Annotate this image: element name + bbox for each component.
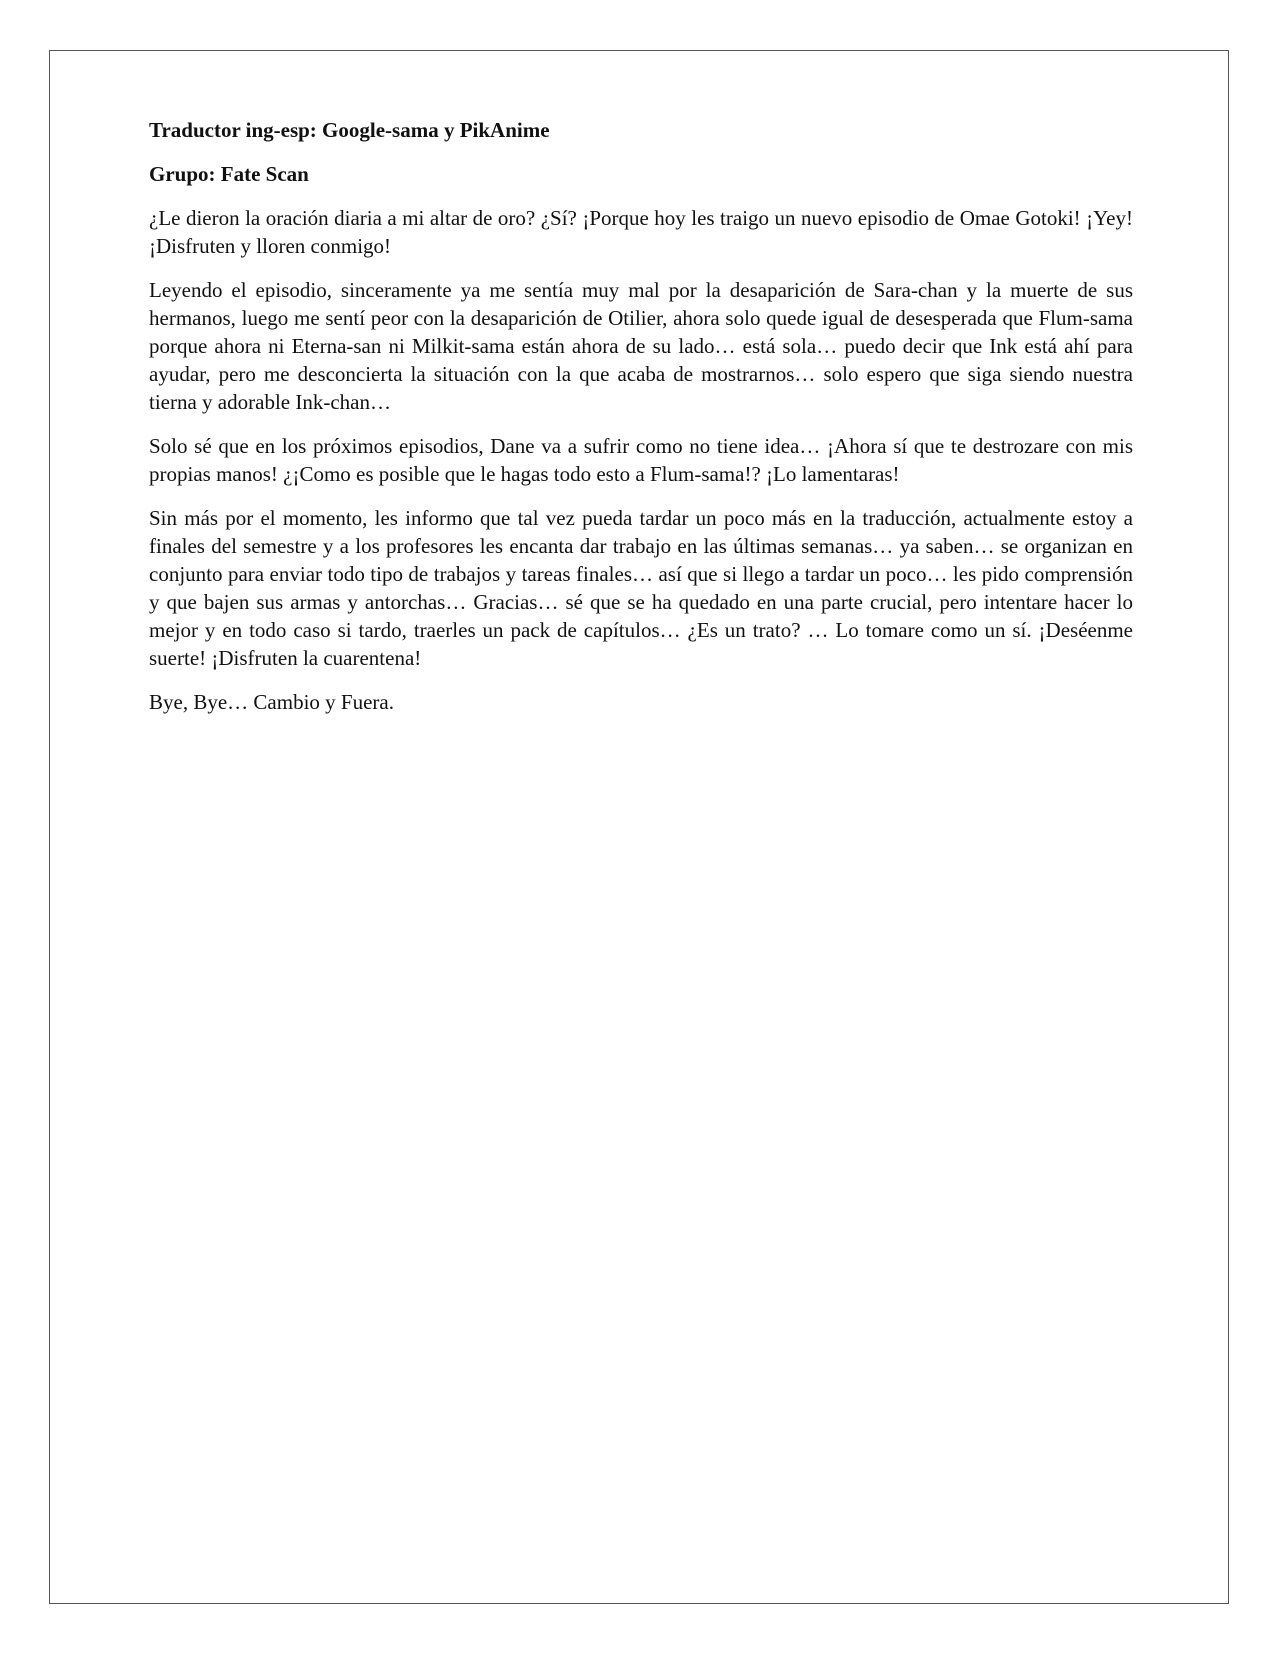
translator-heading: Traductor ing-esp: Google-sama y PikAnime <box>149 118 550 142</box>
paragraph-episode-thoughts: Leyendo el episodio, sinceramente ya me sentía muy mal por la desaparición de Sara-chan y la muerte de sus hermanos, luego me sentí peor con la desaparición de Otilier, ahora solo quede igual de desesperada que Flum-sama porque ahora ni Eterna-san ni Milkit-sama están ahora de su lado… está sola… puedo decir que Ink está ahí para ayudar, pero me desconcierta la situación con la que acaba de mostrarnos… solo espero que siga siendo nuestra tierna y adorable Ink-chan… <box>149 278 1133 414</box>
paragraph-signoff: Bye, Bye… Cambio y Fuera. <box>149 690 394 714</box>
document-body <box>149 116 1133 732</box>
paragraph-next-episodes: Solo sé que en los próximos episodios, Dane va a sufrir como no tiene idea… ¡Ahora sí que te destrozare con mis propias manos! ¿¡Como es posible que le hagas todo esto a Flum-sama!? ¡Lo lamentaras! <box>149 434 1133 486</box>
group-heading: Grupo: Fate Scan <box>149 162 309 186</box>
paragraph-delay-notice: Sin más por el momento, les informo que tal vez pueda tardar un poco más en la traducción, actualmente estoy a finales del semestre y a los profesores les encanta dar trabajo en las últimas semanas… ya saben… se organizan en conjunto para enviar todo tipo de trabajos y tareas finales… así que si llego a tardar un poco… les pido comprensión y que bajen sus armas y antorchas… Gracias… sé que se ha quedado en una parte crucial, pero intentare hacer lo mejor y en todo caso si tardo, traerles un pack de capítulos… ¿Es un trato? … Lo tomare como un sí. ¡Deséenme suerte! ¡Disfruten la cuarentena! <box>149 506 1133 670</box>
paragraph-intro: ¿Le dieron la oración diaria a mi altar de oro? ¿Sí? ¡Porque hoy les traigo un nuevo episodio de Omae Gotoki! ¡Yey! ¡Disfruten y lloren conmigo! <box>149 206 1133 258</box>
